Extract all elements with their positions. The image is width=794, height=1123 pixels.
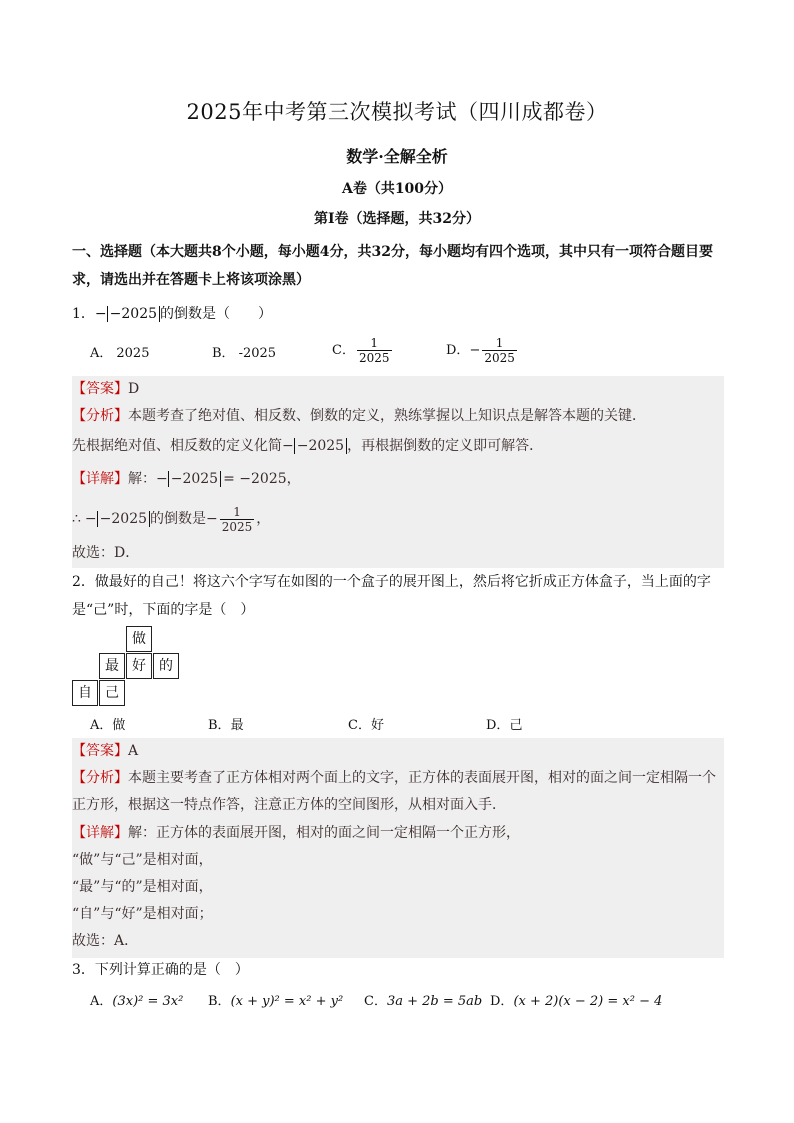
part-heading: 第I卷（选择题，共32分） xyxy=(313,211,481,227)
option-expression: (3x)² = 3x² xyxy=(112,994,184,1009)
page-subtitle: 数学·全解全析 xyxy=(346,147,448,166)
net-cell-zi: 自 xyxy=(72,680,98,706)
net-cell-hao: 好 xyxy=(126,653,152,679)
question-number: 1． xyxy=(72,306,95,322)
abs-value: −2025 xyxy=(294,438,347,454)
detail-tag: 【详解】 xyxy=(72,471,128,487)
option-label: C． xyxy=(332,343,355,358)
option-label: D． xyxy=(486,718,510,733)
question-text: 下列计算正确的是（ ） xyxy=(94,962,249,978)
analysis-text: 本题主要考查了正方体相对两个面上的文字，正方体的表面展开图，相对的面之间一定相隔一个正方形，根据这一特点作答，注意正方体的空间图形，从相对面入手． xyxy=(72,770,716,813)
option-value: -2025 xyxy=(238,346,277,361)
detail-row xyxy=(72,820,724,847)
question-text: 的倒数是（ ） xyxy=(160,306,273,322)
choose-row xyxy=(72,540,724,567)
fraction-numerator: 1 xyxy=(495,336,504,350)
option-d[interactable] xyxy=(490,990,662,1009)
option-d[interactable] xyxy=(486,714,522,733)
detail-text: 解： xyxy=(128,471,156,487)
abs-value: −2025 xyxy=(168,471,221,487)
option-c[interactable] xyxy=(332,336,394,365)
analysis-text: 先根据绝对值、相反数的定义化简 xyxy=(72,438,282,454)
net-cell-ji: 己 xyxy=(99,680,125,706)
analysis-row xyxy=(72,765,724,819)
question-1-options xyxy=(90,336,730,366)
analysis-text: ，再根据倒数的定义即可解答． xyxy=(347,438,544,454)
neg-sign: − xyxy=(469,343,481,358)
page-title: 2025年中考第三次模拟考试（四川成都卷） xyxy=(186,100,608,124)
option-label: D． xyxy=(490,994,514,1009)
analysis-row xyxy=(72,403,724,430)
neg-sign: − xyxy=(282,438,294,454)
fraction xyxy=(220,505,255,534)
option-a[interactable] xyxy=(90,342,149,361)
abs-value: −2025 xyxy=(107,306,160,322)
pair-row-3: “自”与“好”是相对面； xyxy=(72,906,213,922)
detail-text: 解：正方体的表面展开图，相对的面之间一定相隔一个正方形， xyxy=(128,825,520,841)
option-value: 最 xyxy=(230,718,244,733)
question-3-options xyxy=(90,990,730,1020)
fraction-denominator: 2025 xyxy=(484,351,515,365)
option-label: A． xyxy=(90,346,113,361)
fraction-denominator: 2025 xyxy=(358,351,390,365)
volume-heading: A卷（共100分） xyxy=(341,181,453,197)
analysis-text: 本题考查了绝对值、相反数、倒数的定义，熟练掌握以上知识点是解答本题的关键． xyxy=(128,408,646,424)
detail-row xyxy=(72,466,724,493)
answer-value: D xyxy=(128,381,140,397)
choose-row: 故选：A． xyxy=(72,933,139,949)
neg-sign: − xyxy=(84,511,97,527)
answer-row xyxy=(72,376,724,403)
option-b[interactable] xyxy=(208,714,244,733)
question-number: 3． xyxy=(72,962,95,978)
pair-row-1: “做”与“己”是相对面， xyxy=(72,852,213,868)
neg-sign: − xyxy=(94,306,107,322)
net-cell-de: 的 xyxy=(153,653,179,679)
option-expression: (x + 2)(x − 2) = x² − 4 xyxy=(513,994,663,1009)
option-value: 好 xyxy=(370,718,384,733)
fraction-numerator: 1 xyxy=(370,336,379,350)
question-number: 2． xyxy=(72,574,95,590)
section-heading: 一、选择题（本大题共8个小题，每小题4分，共32分，每小题均有四个选项，其中只有一项符合题目要求，请选出并在答题卡上将该项涂黑） xyxy=(72,244,713,288)
option-value: 己 xyxy=(509,718,523,733)
option-expression: 3a + 2b = 5ab xyxy=(386,994,483,1009)
abs-value: −2025 xyxy=(97,511,150,527)
net-cell-zuo: 做 xyxy=(126,626,152,652)
option-expression: (x + y)² = x² + y² xyxy=(230,994,344,1009)
neg-sign: − xyxy=(206,511,218,527)
detail-tag: 【详解】 xyxy=(72,825,128,841)
answer-tag: 【答案】 xyxy=(72,743,128,759)
answer-row xyxy=(72,738,724,765)
analysis-tag: 【分析】 xyxy=(72,408,128,424)
option-c[interactable] xyxy=(364,990,482,1009)
pair-row-2: “最”与“的”是相对面， xyxy=(72,879,213,895)
option-label: B． xyxy=(208,994,231,1009)
therefore-symbol: ∴ xyxy=(72,511,81,527)
option-label: B． xyxy=(208,718,231,733)
option-b[interactable] xyxy=(208,990,343,1009)
answer-tag: 【答案】 xyxy=(72,381,128,397)
option-value: 做 xyxy=(112,718,126,733)
option-label: A． xyxy=(90,994,113,1009)
option-label: C． xyxy=(348,718,371,733)
question-3-stem xyxy=(72,956,724,984)
fraction-denominator: 2025 xyxy=(221,519,253,534)
analysis-tag: 【分析】 xyxy=(72,770,128,786)
option-a[interactable] xyxy=(90,990,183,1009)
option-label: A． xyxy=(90,718,113,733)
detail-row-2 xyxy=(72,502,724,536)
detail-text: 的倒数是 xyxy=(150,511,207,527)
option-label: B． xyxy=(212,346,235,361)
net-cell-zui: 最 xyxy=(99,653,125,679)
detail-text: = −2025， xyxy=(223,471,301,487)
cube-net-figure xyxy=(72,626,182,706)
analysis-row-2 xyxy=(72,433,724,460)
fraction xyxy=(357,336,392,365)
question-1-stem xyxy=(72,300,724,328)
neg-sign: − xyxy=(156,471,168,487)
option-d[interactable] xyxy=(446,336,519,365)
question-2-stem xyxy=(72,568,724,624)
detail-text: ， xyxy=(256,511,271,527)
option-c[interactable] xyxy=(348,714,384,733)
option-value: 2025 xyxy=(116,346,150,361)
option-a[interactable] xyxy=(90,714,125,733)
answer-value: A xyxy=(128,743,139,759)
q2-solution-box xyxy=(72,738,724,958)
option-label: C． xyxy=(364,994,387,1009)
q1-solution-box xyxy=(72,376,724,568)
fraction xyxy=(482,336,517,365)
question-text: 做最好的自己！将这六个字写在如图的一个盒子的展开图上，然后将它折成正方体盒子，当上面的字是“己”时，下面的字是（ ） xyxy=(72,574,711,618)
option-b[interactable] xyxy=(212,342,276,361)
option-label: D． xyxy=(446,343,470,358)
choose-text: 故选：D． xyxy=(72,545,140,561)
fraction-numerator: 1 xyxy=(233,504,241,519)
